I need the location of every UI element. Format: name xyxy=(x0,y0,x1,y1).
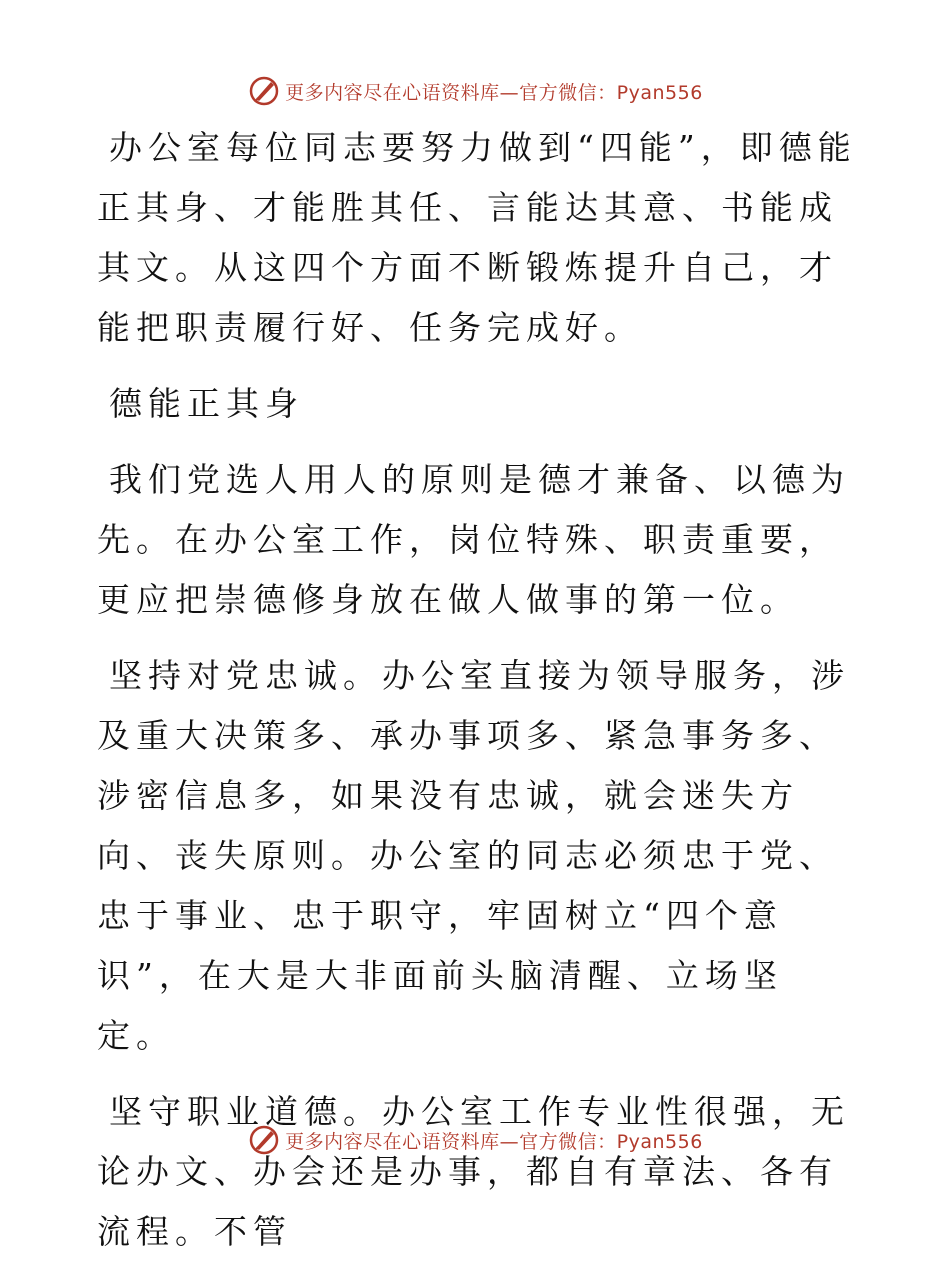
section-heading xyxy=(97,374,857,434)
paragraph-loyalty-text: 坚持对党忠诚。办公室直接为领导服务，涉及重大决策多、承办事项多、紧急事务多、涉密信息多，如果没有忠诚，就会迷失方向、丧失原则。办公室的同志必须忠于党、忠于事业、忠于职守，牢固树立“四个意识”，在大是大非面前头脑清醒、立场坚定。 xyxy=(97,656,850,1055)
document-body xyxy=(97,118,857,1278)
section-heading-text: 德能正其身 xyxy=(109,384,304,423)
quill-logo-icon xyxy=(247,74,281,108)
watermark-banner-top xyxy=(0,71,950,111)
paragraph-principle xyxy=(97,450,857,630)
quill-logo-icon xyxy=(247,1123,281,1157)
watermark-text: 更多内容尽在心语资料库—官方微信：Pyan556 xyxy=(285,1130,703,1153)
paragraph-ethics-text: 坚守职业道德。办公室工作专业性很强，无论办文、办会还是办事，都自有章法、各有流程。不管 xyxy=(97,1092,850,1251)
watermark-banner-bottom xyxy=(0,1120,950,1160)
paragraph-intro xyxy=(97,118,857,358)
watermark-text: 更多内容尽在心语资料库—官方微信：Pyan556 xyxy=(285,81,703,104)
paragraph-principle-text: 我们党选人用人的原则是德才兼备、以德为先。在办公室工作，岗位特殊、职责重要，更应把崇德修身放在做人做事的第一位。 xyxy=(97,460,850,619)
paragraph-loyalty xyxy=(97,646,857,1066)
paragraph-intro-text: 办公室每位同志要努力做到“四能”，即德能正其身、才能胜其任、言能达其意、书能成其文。从这四个方面不断锻炼提升自己，才能把职责履行好、任务完成好。 xyxy=(97,128,857,347)
paragraph-ethics xyxy=(97,1082,857,1262)
